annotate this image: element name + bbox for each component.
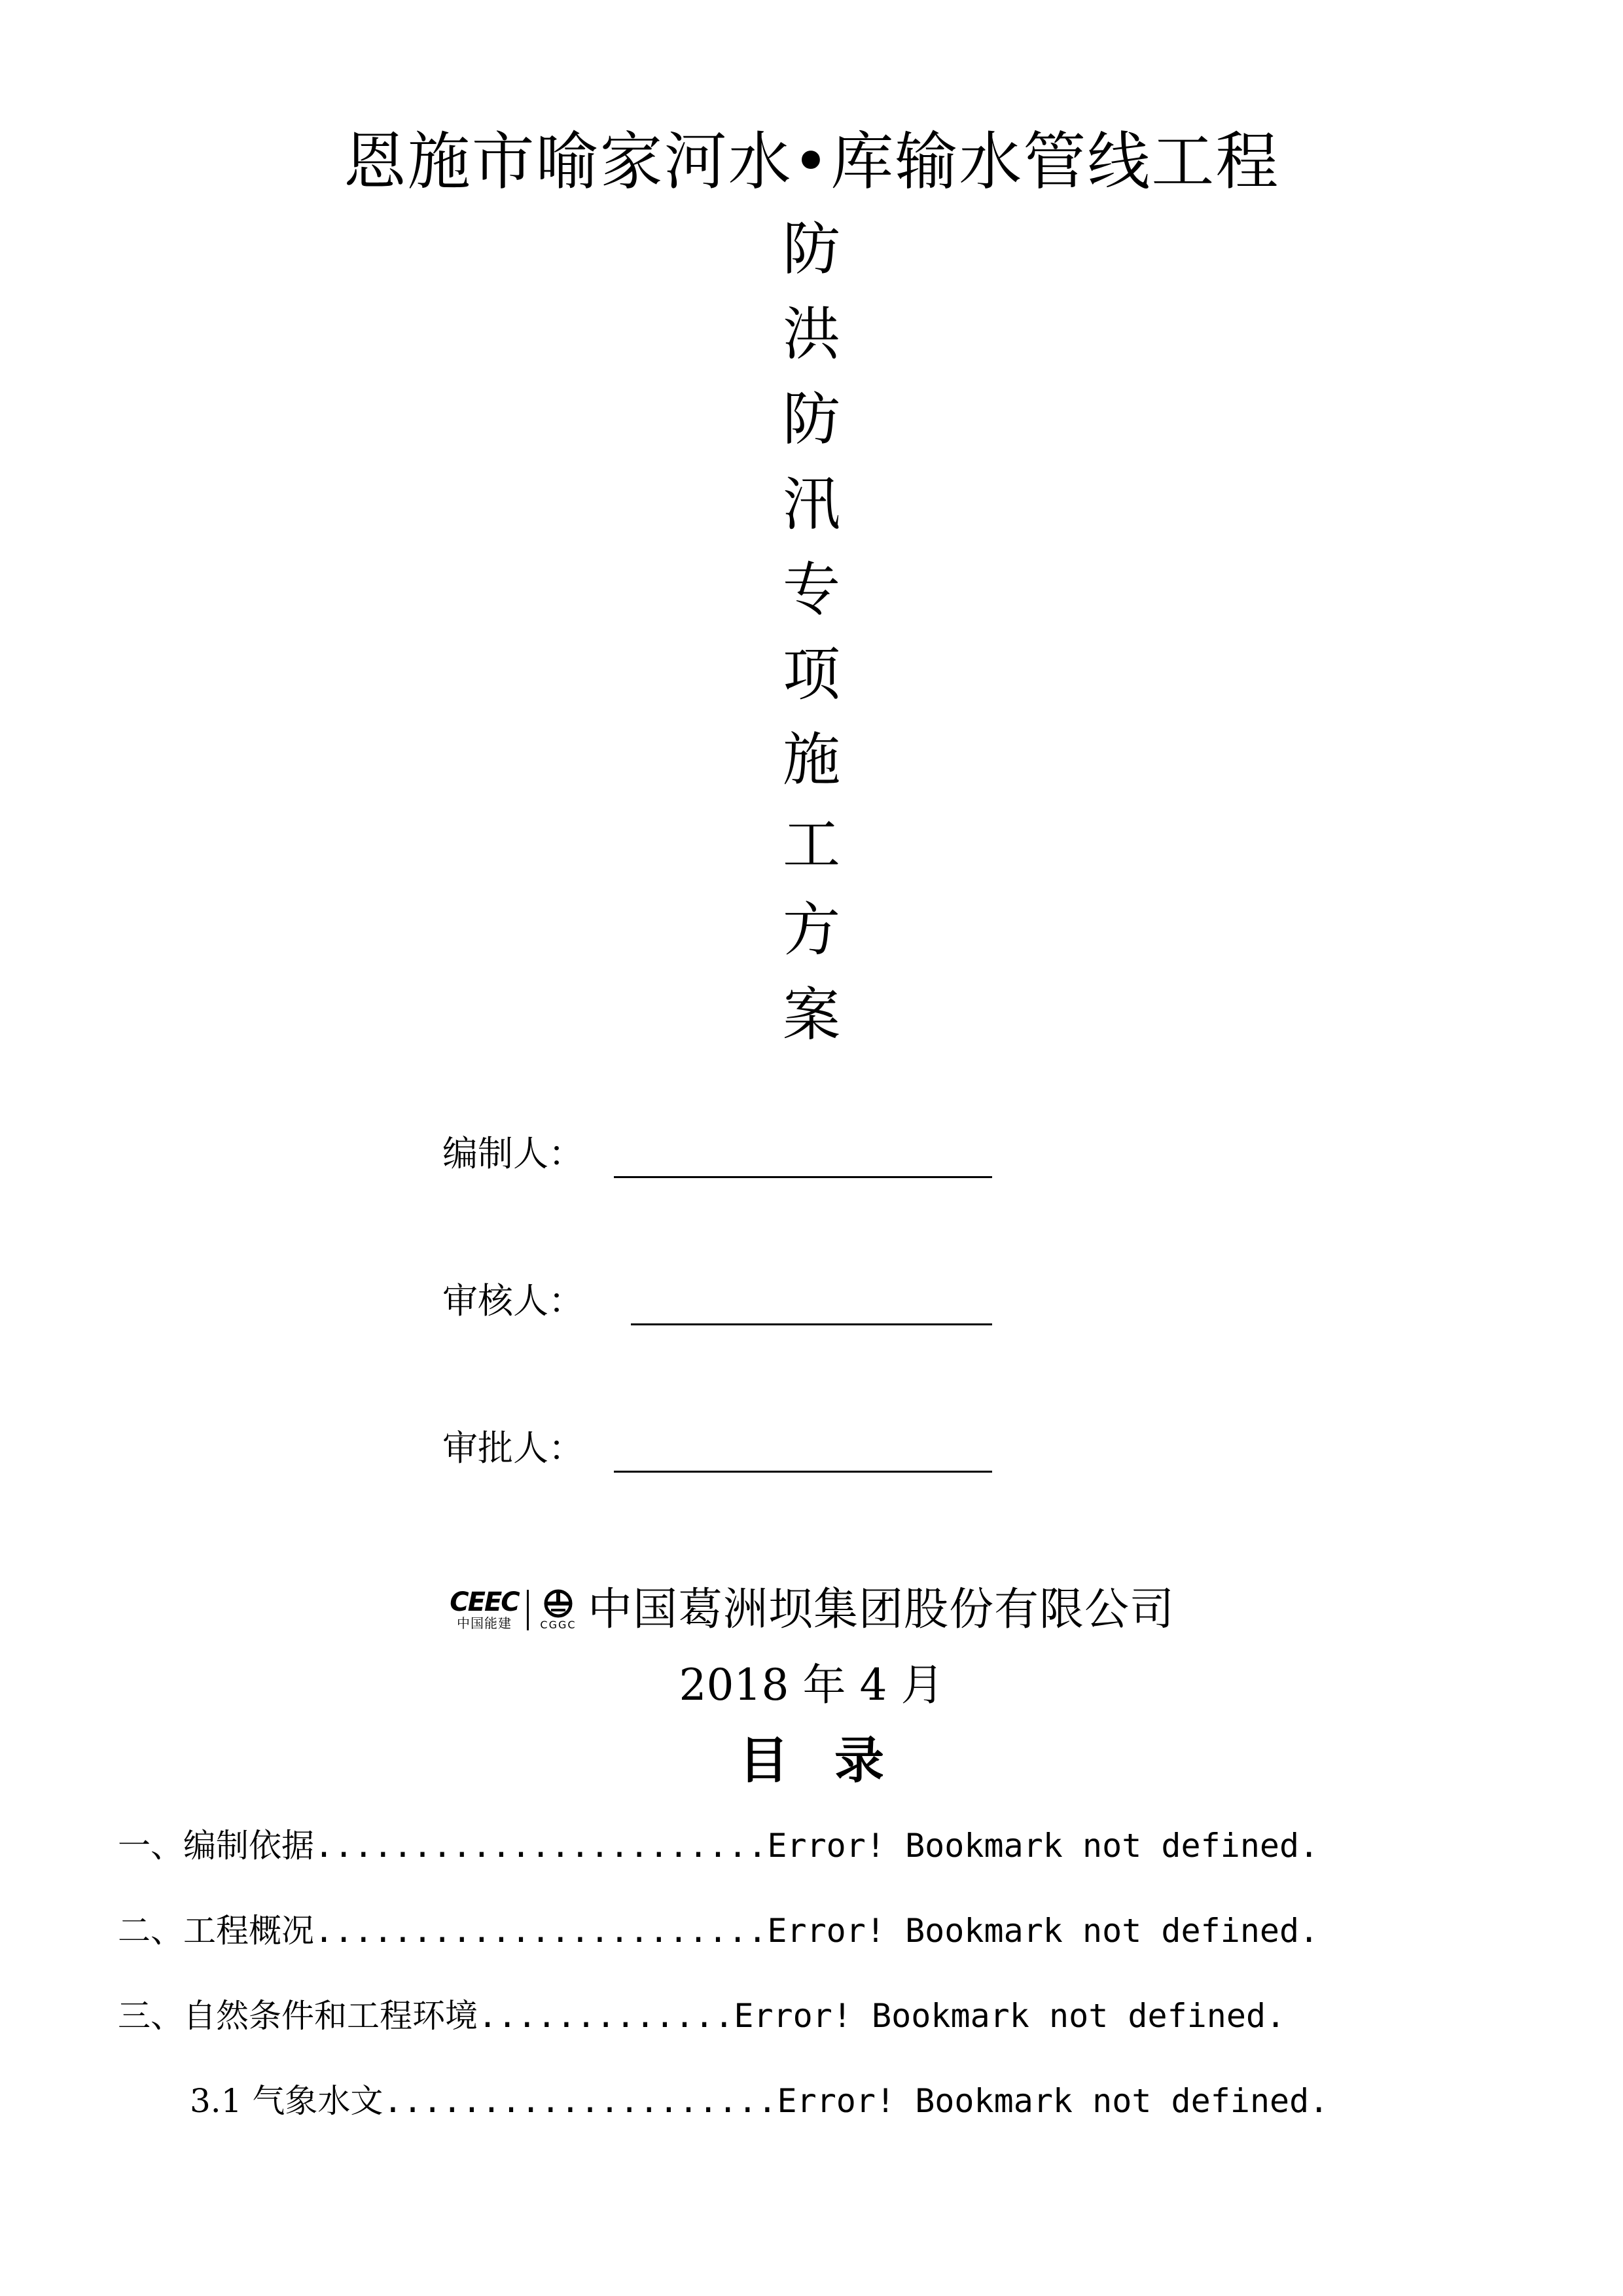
plan-title-char: 汛 <box>782 471 840 538</box>
toc-heading: 目录 <box>739 1731 930 1789</box>
company-name: 中国葛洲坝集团股份有限公司 <box>587 1584 1175 1636</box>
plan-title-char: 防 <box>782 215 840 283</box>
reviewer-signature-line[interactable] <box>631 1323 992 1325</box>
toc-item-leader: ....................... <box>314 1827 768 1865</box>
plan-title-char: 工 <box>782 811 840 878</box>
toc-item-page: Error! Bookmark not defined. <box>767 1827 1319 1865</box>
plan-title-char: 施 <box>782 726 840 793</box>
document-date: 2018 年 4 月 <box>679 1660 944 1710</box>
toc-item-page: Error! Bookmark not defined. <box>767 1912 1319 1950</box>
project-title: 恩施市喻家河水•库输水管线工程 <box>343 125 1280 198</box>
toc-item-leader: .................... <box>383 2082 777 2120</box>
plan-title-char: 案 <box>782 981 840 1049</box>
toc-item[interactable] <box>118 1813 1319 1898</box>
toc-item-label: 二、工程概况 <box>118 1912 314 1950</box>
toc-item-label: 三、自然条件和工程环境 <box>118 1997 478 2035</box>
plan-title-char: 方 <box>782 896 840 963</box>
plan-title-char: 防 <box>782 386 840 453</box>
approver-signature-line[interactable] <box>614 1471 992 1473</box>
table-of-contents <box>118 1813 1329 2153</box>
toc-item-leader: ....................... <box>314 1912 768 1950</box>
toc-item-label: 3.1 气象水文 <box>190 2082 383 2120</box>
cggc-logo-subtitle: CGGC <box>540 1619 577 1631</box>
reviewer-label: 审核人： <box>442 1280 584 1321</box>
approver-label: 审批人： <box>442 1427 584 1469</box>
signature-row-compiler <box>442 1113 992 1185</box>
toc-item-leader: ............. <box>478 1997 734 2035</box>
toc-item[interactable] <box>118 1983 1286 2068</box>
plan-title-char: 洪 <box>782 300 840 368</box>
toc-item-page: Error! Bookmark not defined. <box>734 1997 1286 2035</box>
plan-title-char: 项 <box>782 641 840 708</box>
cedc-logo <box>448 1589 520 1631</box>
plan-title <box>746 207 877 1058</box>
plan-title-char: 专 <box>782 556 840 623</box>
cggc-logo <box>535 1589 581 1631</box>
company-logo <box>448 1589 581 1631</box>
toc-item-label: 一、编制依据 <box>118 1827 314 1865</box>
toc-item-page: Error! Bookmark not defined. <box>777 2082 1329 2120</box>
logo-divider <box>527 1590 529 1630</box>
cedc-logo-subtitle: 中国能建 <box>456 1615 512 1631</box>
cedc-logo-mark: CEEC <box>450 1587 519 1617</box>
toc-item[interactable] <box>118 2068 1329 2153</box>
toc-item[interactable] <box>118 1898 1319 1983</box>
compiler-label: 编制人： <box>442 1133 584 1174</box>
signature-row-reviewer <box>442 1260 992 1332</box>
cggc-emblem-icon <box>542 1589 575 1619</box>
compiler-signature-line[interactable] <box>614 1176 992 1178</box>
signature-row-approver <box>442 1407 992 1479</box>
company-row <box>0 1577 1623 1643</box>
